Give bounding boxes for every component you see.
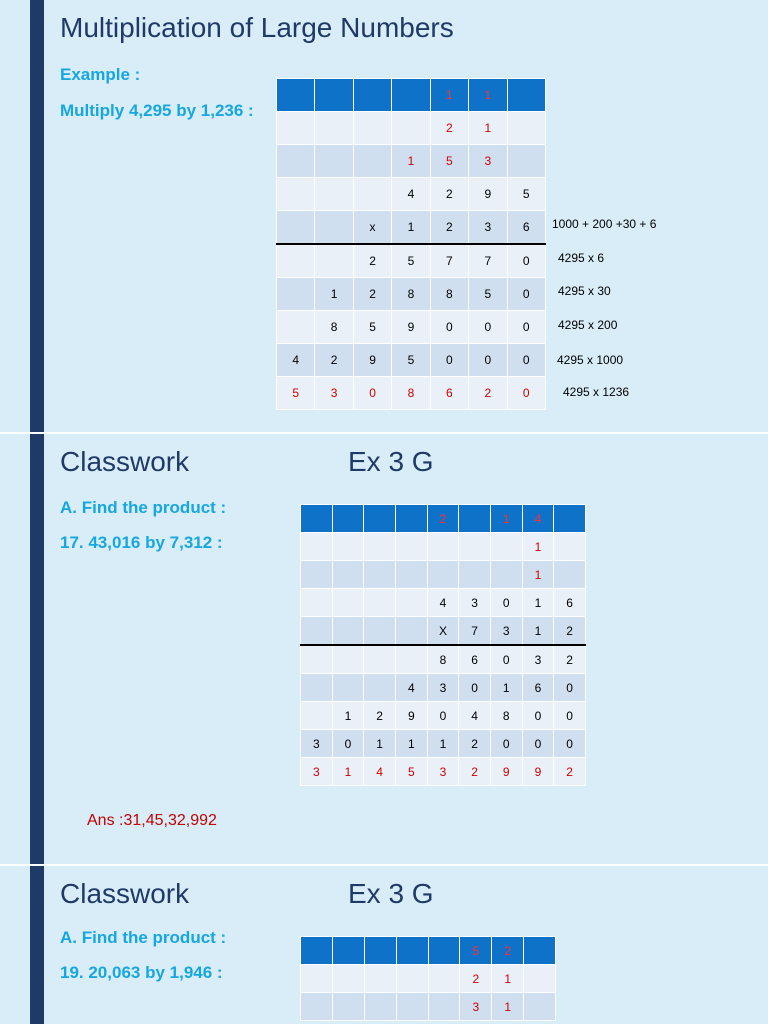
grid-cell: 2 xyxy=(353,278,391,311)
grid-cell: 5 xyxy=(469,278,507,311)
grid-cell xyxy=(459,561,491,589)
grid-cell xyxy=(315,112,353,145)
grid-row xyxy=(301,589,586,617)
grid-cell: 2 xyxy=(492,937,524,965)
grid-row xyxy=(301,993,556,1021)
grid-header-row xyxy=(301,505,586,533)
grid-cell: 0 xyxy=(469,344,507,377)
slide-title: Classwork xyxy=(60,446,190,477)
grid-cell: 1 xyxy=(332,758,364,786)
grid-cell xyxy=(524,993,556,1021)
grid-cell xyxy=(395,505,427,533)
grid-cell: 2 xyxy=(315,344,353,377)
grid-cell: 0 xyxy=(507,278,545,311)
grid-cell: 0 xyxy=(554,730,586,758)
grid-cell: 4 xyxy=(364,758,396,786)
grid-cell xyxy=(428,965,460,993)
grid-row xyxy=(301,965,556,993)
grid-cell xyxy=(301,645,333,674)
grid-cell xyxy=(277,278,315,311)
grid-cell: 1 xyxy=(427,730,459,758)
grid-cell: 3 xyxy=(490,617,522,646)
grid-cell xyxy=(332,617,364,646)
multiplication-grid xyxy=(300,936,556,1021)
grid-cell xyxy=(364,993,396,1021)
note-partial-200: 4295 x 200 xyxy=(558,318,618,332)
grid-row xyxy=(277,344,546,377)
grid-cell xyxy=(301,993,333,1021)
grid-cell: 6 xyxy=(459,645,491,674)
grid-cell: 0 xyxy=(430,344,468,377)
grid-cell: 9 xyxy=(392,311,430,344)
slide-classwork-19 xyxy=(0,866,768,1024)
grid-cell xyxy=(395,589,427,617)
grid-cell xyxy=(353,178,391,211)
grid-cell xyxy=(315,178,353,211)
grid-cell xyxy=(364,561,396,589)
grid-cell: 1 xyxy=(364,730,396,758)
grid-cell: 6 xyxy=(430,377,468,410)
slide-accent-bar xyxy=(30,434,44,864)
grid-cell xyxy=(554,533,586,561)
grid-row xyxy=(301,561,586,589)
grid-row xyxy=(277,145,546,178)
grid-cell: 1 xyxy=(490,674,522,702)
grid-cell: 4 xyxy=(522,505,554,533)
grid-cell xyxy=(507,79,545,112)
grid-cell xyxy=(332,993,364,1021)
grid-cell xyxy=(301,937,333,965)
grid-cell: 6 xyxy=(507,211,545,245)
grid-cell: 0 xyxy=(522,730,554,758)
grid-cell: 3 xyxy=(469,145,507,178)
exercise-label: Ex 3 G xyxy=(348,446,434,477)
grid-cell: 3 xyxy=(427,674,459,702)
grid-row xyxy=(277,278,546,311)
grid-cell: 1 xyxy=(522,617,554,646)
grid-cell xyxy=(507,145,545,178)
grid-cell: 8 xyxy=(490,702,522,730)
grid-cell: 0 xyxy=(507,377,545,410)
grid-row xyxy=(301,674,586,702)
grid-cell: x xyxy=(353,211,391,245)
grid-cell xyxy=(396,937,428,965)
grid-cell: 5 xyxy=(392,244,430,278)
note-total: 4295 x 1236 xyxy=(563,385,630,399)
grid-cell xyxy=(315,211,353,245)
grid-cell xyxy=(315,244,353,278)
grid-cell: 1 xyxy=(469,112,507,145)
grid-cell: 2 xyxy=(427,505,459,533)
grid-row xyxy=(301,645,586,674)
grid-row xyxy=(277,377,546,410)
note-expansion: 1000 + 200 +30 + 6 xyxy=(552,217,657,231)
grid-cell: 2 xyxy=(353,244,391,278)
grid-cell xyxy=(332,561,364,589)
grid-cell xyxy=(392,79,430,112)
grid-cell: 0 xyxy=(507,311,545,344)
grid-cell: 0 xyxy=(430,311,468,344)
grid-row xyxy=(301,617,586,646)
grid-cell: 0 xyxy=(469,311,507,344)
grid-cell: 0 xyxy=(490,645,522,674)
multiplication-grid xyxy=(276,78,546,410)
grid-cell: 4 xyxy=(395,674,427,702)
grid-cell: 3 xyxy=(459,589,491,617)
grid-cell: 0 xyxy=(490,589,522,617)
grid-cell: 4 xyxy=(277,344,315,377)
grid-row xyxy=(277,311,546,344)
grid-cell: 5 xyxy=(430,145,468,178)
grid-row xyxy=(277,178,546,211)
grid-cell: 1 xyxy=(522,561,554,589)
grid-cell: 0 xyxy=(490,730,522,758)
instruction-text: A. Find the product : xyxy=(60,928,227,947)
grid-cell: 1 xyxy=(332,702,364,730)
grid-cell xyxy=(332,674,364,702)
grid-cell xyxy=(277,79,315,112)
grid-cell xyxy=(332,965,364,993)
grid-cell xyxy=(332,645,364,674)
grid-cell xyxy=(507,112,545,145)
grid-cell: 2 xyxy=(460,965,492,993)
note-partial-1000: 4295 x 1000 xyxy=(557,353,624,367)
grid-cell: 3 xyxy=(427,758,459,786)
note-partial-30: 4295 x 30 xyxy=(558,284,611,298)
grid-cell: 0 xyxy=(332,730,364,758)
slide-accent-bar xyxy=(30,0,44,432)
grid-cell: 7 xyxy=(469,244,507,278)
grid-cell xyxy=(364,937,396,965)
grid-cell xyxy=(277,178,315,211)
exercise-label: Ex 3 G xyxy=(348,878,434,909)
grid-cell xyxy=(392,112,430,145)
grid-cell: 5 xyxy=(392,344,430,377)
grid-row xyxy=(301,702,586,730)
grid-cell: 5 xyxy=(460,937,492,965)
grid-cell: 3 xyxy=(301,758,333,786)
grid-cell xyxy=(364,505,396,533)
grid-cell: 5 xyxy=(277,377,315,410)
grid-cell xyxy=(301,617,333,646)
grid-cell: 1 xyxy=(392,145,430,178)
grid-cell: 5 xyxy=(395,758,427,786)
grid-cell: 1 xyxy=(522,589,554,617)
grid-cell: 2 xyxy=(430,178,468,211)
grid-cell xyxy=(353,79,391,112)
grid-cell xyxy=(364,533,396,561)
grid-cell xyxy=(364,965,396,993)
grid-cell xyxy=(332,937,364,965)
grid-cell xyxy=(301,561,333,589)
problem-text: Multiply 4,295 by 1,236 : xyxy=(60,101,254,120)
grid-cell: 9 xyxy=(469,178,507,211)
grid-cell: X xyxy=(427,617,459,646)
problem-text: 17. 43,016 by 7,312 : xyxy=(60,533,223,552)
grid-cell xyxy=(277,311,315,344)
grid-cell xyxy=(459,533,491,561)
grid-row xyxy=(301,730,586,758)
example-label: Example : xyxy=(60,65,141,84)
grid-cell xyxy=(396,965,428,993)
slide-title: Classwork xyxy=(60,878,190,909)
grid-cell xyxy=(428,937,460,965)
grid-row xyxy=(277,244,546,278)
slide-classwork-17 xyxy=(0,434,768,864)
grid-cell: 0 xyxy=(507,244,545,278)
grid-cell: 2 xyxy=(554,617,586,646)
grid-cell: 3 xyxy=(522,645,554,674)
grid-cell: 8 xyxy=(427,645,459,674)
grid-cell xyxy=(301,702,333,730)
grid-cell xyxy=(277,112,315,145)
grid-cell: 8 xyxy=(315,311,353,344)
grid-cell: 9 xyxy=(522,758,554,786)
grid-cell xyxy=(396,993,428,1021)
grid-cell xyxy=(395,561,427,589)
grid-cell xyxy=(459,505,491,533)
slide-example xyxy=(0,0,768,432)
grid-cell xyxy=(364,589,396,617)
grid-cell: 9 xyxy=(353,344,391,377)
slide-accent-bar xyxy=(30,866,44,1024)
grid-cell xyxy=(395,533,427,561)
grid-cell: 1 xyxy=(392,211,430,245)
grid-cell xyxy=(301,965,333,993)
slide-title: Multiplication of Large Numbers xyxy=(60,12,454,43)
grid-cell: 8 xyxy=(392,377,430,410)
grid-row xyxy=(301,533,586,561)
grid-cell xyxy=(277,145,315,178)
grid-cell xyxy=(315,145,353,178)
grid-cell xyxy=(353,112,391,145)
grid-cell: 0 xyxy=(554,702,586,730)
grid-cell: 8 xyxy=(392,278,430,311)
grid-cell xyxy=(395,645,427,674)
grid-cell: 1 xyxy=(469,79,507,112)
grid-cell: 1 xyxy=(490,505,522,533)
note-partial-6: 4295 x 6 xyxy=(558,251,605,265)
grid-cell xyxy=(301,674,333,702)
grid-cell xyxy=(364,645,396,674)
grid-cell: 0 xyxy=(427,702,459,730)
grid-cell: 7 xyxy=(430,244,468,278)
grid-cell: 1 xyxy=(395,730,427,758)
grid-cell xyxy=(427,533,459,561)
grid-cell: 9 xyxy=(395,702,427,730)
grid-cell: 2 xyxy=(430,112,468,145)
grid-cell: 1 xyxy=(430,79,468,112)
grid-cell: 4 xyxy=(392,178,430,211)
grid-cell xyxy=(301,533,333,561)
grid-header-row xyxy=(301,937,556,965)
grid-cell: 3 xyxy=(469,211,507,245)
grid-cell xyxy=(277,211,315,245)
answer-text: Ans :31,45,32,992 xyxy=(87,812,217,829)
grid-cell xyxy=(301,505,333,533)
grid-cell: 3 xyxy=(315,377,353,410)
grid-cell xyxy=(427,561,459,589)
grid-cell xyxy=(428,993,460,1021)
grid-cell: 4 xyxy=(459,702,491,730)
grid-cell xyxy=(332,533,364,561)
grid-cell xyxy=(524,965,556,993)
grid-cell: 6 xyxy=(554,589,586,617)
grid-cell: 9 xyxy=(490,758,522,786)
grid-cell xyxy=(554,505,586,533)
grid-cell xyxy=(554,561,586,589)
grid-cell: 2 xyxy=(459,730,491,758)
grid-cell: 8 xyxy=(430,278,468,311)
grid-cell: 2 xyxy=(554,645,586,674)
grid-cell xyxy=(332,505,364,533)
grid-cell xyxy=(364,617,396,646)
grid-cell: 0 xyxy=(507,344,545,377)
grid-cell xyxy=(524,937,556,965)
grid-cell: 0 xyxy=(522,702,554,730)
grid-cell: 5 xyxy=(353,311,391,344)
problem-text: 19. 20,063 by 1,946 : xyxy=(60,963,223,982)
grid-header-row xyxy=(277,79,546,112)
grid-cell: 0 xyxy=(554,674,586,702)
grid-row xyxy=(301,758,586,786)
grid-cell: 6 xyxy=(522,674,554,702)
grid-cell: 3 xyxy=(460,993,492,1021)
grid-cell xyxy=(395,617,427,646)
grid-cell: 0 xyxy=(353,377,391,410)
grid-row xyxy=(277,112,546,145)
grid-row xyxy=(277,211,546,245)
grid-cell xyxy=(490,561,522,589)
grid-cell: 4 xyxy=(427,589,459,617)
grid-cell: 2 xyxy=(430,211,468,245)
grid-cell: 2 xyxy=(364,702,396,730)
grid-cell xyxy=(353,145,391,178)
grid-cell xyxy=(315,79,353,112)
grid-cell xyxy=(301,589,333,617)
grid-cell: 0 xyxy=(459,674,491,702)
grid-cell: 7 xyxy=(459,617,491,646)
grid-cell: 2 xyxy=(459,758,491,786)
grid-cell: 2 xyxy=(469,377,507,410)
grid-cell: 1 xyxy=(492,993,524,1021)
grid-cell xyxy=(490,533,522,561)
multiplication-grid xyxy=(300,504,586,786)
instruction-text: A. Find the product : xyxy=(60,498,227,517)
grid-cell xyxy=(332,589,364,617)
grid-cell: 2 xyxy=(554,758,586,786)
grid-cell: 3 xyxy=(301,730,333,758)
grid-cell: 1 xyxy=(315,278,353,311)
grid-cell xyxy=(364,674,396,702)
grid-cell xyxy=(277,244,315,278)
grid-cell: 5 xyxy=(507,178,545,211)
grid-cell: 1 xyxy=(492,965,524,993)
grid-cell: 1 xyxy=(522,533,554,561)
